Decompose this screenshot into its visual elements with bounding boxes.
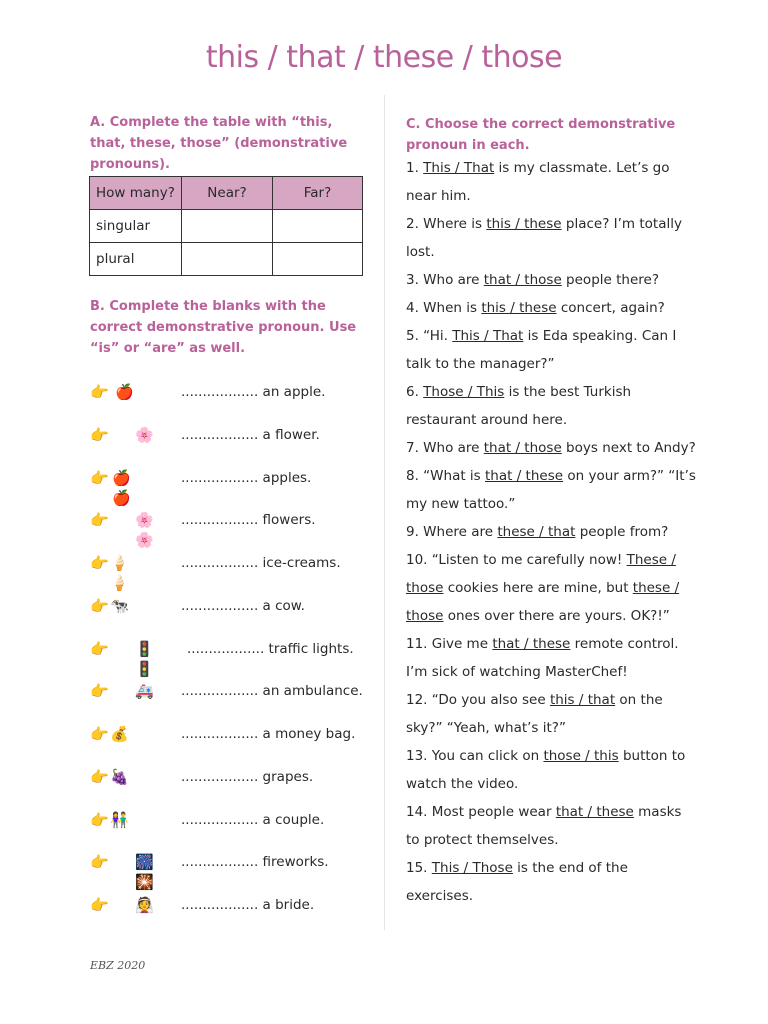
table-answer-cell[interactable] [182, 210, 273, 243]
sentence-text: ones over there are yours. OK?!” [443, 608, 670, 624]
sentence-text: 11. Give me [406, 636, 493, 652]
answer-blank[interactable]: .................. [181, 812, 259, 828]
footer-signature: EBZ 2020 [90, 959, 146, 972]
fill-in-line [181, 470, 311, 486]
table-cell: singular [90, 210, 182, 243]
item-text: grapes. [262, 769, 314, 785]
sentence-item [406, 462, 696, 518]
sentence-item [406, 798, 696, 854]
pronoun-choice[interactable]: this / these [486, 216, 562, 232]
answer-blank[interactable]: .................. [181, 769, 259, 785]
sentence-text: 13. You can click on [406, 748, 544, 764]
sentence-text: is the end of the exercises. [406, 860, 628, 904]
fill-in-line [181, 683, 363, 699]
table-answer-cell[interactable] [273, 243, 363, 276]
sentence-text: people there? [561, 272, 659, 288]
item-picture-icon: 🍦🍦 [110, 554, 129, 592]
answer-blank[interactable]: .................. [181, 598, 259, 614]
sentence-item [406, 546, 696, 630]
pronoun-choice[interactable]: that / those [483, 440, 562, 456]
answer-blank[interactable]: .................. [181, 726, 259, 742]
item-text: a cow. [262, 598, 305, 614]
sentence-text: people from? [575, 524, 669, 540]
fill-in-line [181, 897, 314, 913]
item-picture-icon: 🍎🍎 [112, 469, 131, 507]
fill-in-line [181, 598, 305, 614]
item-picture-icon: 🐄 [110, 597, 129, 615]
sentence-item [406, 378, 696, 434]
table-row [90, 243, 363, 276]
sentence-text: is Eda speaking. Can I talk to the manager?” [406, 328, 677, 372]
sentence-text: 2. Where is [406, 216, 487, 232]
item-text: ice-creams. [262, 555, 341, 571]
sentence-item [406, 630, 696, 686]
pointing-hand-icon: 👉 [90, 811, 109, 829]
table-header-cell: Near? [182, 177, 273, 210]
item-text: a flower. [262, 427, 320, 443]
item-picture-icon: 💰 [110, 725, 129, 743]
pronoun-choice[interactable]: that / these [555, 804, 634, 820]
fill-in-line [181, 555, 341, 571]
sentence-text: 7. Who are [406, 440, 484, 456]
item-picture-icon: 👰 [135, 896, 154, 914]
sentence-text: concert, again? [556, 300, 665, 316]
section-a-heading: A. Complete the table with “this, that, these, those” (demonstrative pronouns). [90, 115, 348, 172]
pronoun-choice[interactable]: This / That [423, 160, 495, 176]
fill-in-line [181, 384, 325, 400]
table-header-row [90, 177, 363, 210]
item-picture-icon: 🚑 [135, 682, 154, 700]
item-picture-icon: 🍇 [110, 768, 129, 786]
item-text: apples. [262, 470, 312, 486]
column-divider [384, 95, 385, 930]
sentence-text: 9. Where are [406, 524, 498, 540]
item-picture-icon: 🎆🎇 [135, 853, 154, 891]
pointing-hand-icon: 👉 [90, 511, 109, 529]
sentence-item [406, 434, 696, 462]
table-row [90, 210, 363, 243]
sentence-text: cookies here are mine, but [443, 580, 633, 596]
pronoun-choice[interactable]: These / those [406, 552, 676, 596]
pronoun-choice[interactable]: this / these [481, 300, 557, 316]
sentence-text: is my classmate. Let’s go near him. [406, 160, 670, 204]
table-header-cell: How many? [90, 177, 182, 210]
sentence-text: 1. [406, 160, 424, 176]
pronoun-choice[interactable]: This / That [452, 328, 524, 344]
pronoun-choice[interactable]: that / these [492, 636, 571, 652]
sentence-item [406, 686, 696, 742]
pronoun-choice[interactable]: those / this [543, 748, 619, 764]
sentence-text: place? I’m totally lost. [406, 216, 682, 260]
sentence-text: boys next to Andy? [561, 440, 696, 456]
item-text: a couple. [262, 812, 325, 828]
pointing-hand-icon: 👉 [90, 426, 109, 444]
sentence-text: 10. “Listen to me carefully now! [406, 552, 627, 568]
sentence-text: 14. Most people wear [406, 804, 556, 820]
fill-in-line [181, 427, 320, 443]
pointing-hand-icon: 👉 [90, 896, 109, 914]
sentence-item [406, 210, 696, 266]
section-c-list [406, 154, 696, 910]
sentence-item [406, 742, 696, 798]
item-picture-icon: 🌸 [135, 426, 154, 444]
fill-in-line [181, 812, 324, 828]
sentence-text: 3. Who are [406, 272, 484, 288]
sentence-text: on your arm?” “It’s my new tattoo.” [406, 468, 696, 512]
section-b-heading: B. Complete the blanks with the correct demonstrative pronoun. Use “is” or “are” as well. [90, 299, 357, 356]
pronoun-choice[interactable]: that / these [485, 468, 564, 484]
pointing-hand-icon: 👉 [90, 554, 109, 572]
sentence-text: 6. [406, 384, 424, 400]
answer-blank[interactable]: .................. [181, 854, 259, 870]
sentence-text: remote control. I’m sick of watching MasterChef! [406, 636, 679, 680]
pointing-hand-icon: 👉 [90, 640, 109, 658]
pointing-hand-icon: 👉 [90, 768, 109, 786]
item-text: flowers. [262, 512, 316, 528]
answer-blank[interactable]: .................. [187, 641, 265, 657]
item-text: a bride. [262, 897, 315, 913]
section-c-heading: C. Choose the correct demonstrative pronoun in each. [406, 117, 676, 153]
fill-in-line [181, 726, 355, 742]
sentence-text: is the best Turkish restaurant around here. [406, 384, 632, 428]
item-text: traffic lights. [268, 641, 354, 657]
item-text: an apple. [262, 384, 326, 400]
answer-blank[interactable]: .................. [181, 470, 259, 486]
fill-in-line [181, 769, 313, 785]
sentence-text: on the sky?” “Yeah, what’s it?” [406, 692, 663, 736]
item-picture-icon: 👫 [110, 811, 129, 829]
fill-in-line [181, 512, 316, 528]
pointing-hand-icon: 👉 [90, 682, 109, 700]
sentence-text: 8. “What is [406, 468, 486, 484]
sentence-text: button to watch the video. [406, 748, 686, 792]
sentence-item [406, 266, 696, 294]
sentence-text: 4. When is [406, 300, 482, 316]
table-header-cell: Far? [273, 177, 363, 210]
item-picture-icon: 🍎 [115, 383, 134, 401]
page-title: this / that / these / those [205, 40, 563, 75]
pronoun-table [89, 176, 363, 276]
sentence-item [406, 294, 696, 322]
pointing-hand-icon: 👉 [90, 597, 109, 615]
answer-blank[interactable]: .................. [181, 427, 259, 443]
pronoun-choice[interactable]: this / that [549, 692, 616, 708]
answer-blank[interactable]: .................. [181, 683, 259, 699]
sentence-text: 15. [406, 860, 432, 876]
pointing-hand-icon: 👉 [90, 469, 109, 487]
sentence-text: 12. “Do you also see [406, 692, 550, 708]
table-answer-cell[interactable] [273, 210, 363, 243]
pointing-hand-icon: 👉 [90, 853, 109, 871]
sentence-text: masks to protect themselves. [406, 804, 682, 848]
item-text: a money bag. [262, 726, 356, 742]
sentence-item [406, 154, 696, 210]
answer-blank[interactable]: .................. [181, 555, 259, 571]
item-text: fireworks. [262, 854, 329, 870]
answer-blank[interactable]: .................. [181, 512, 259, 528]
pronoun-choice[interactable]: these / that [497, 524, 576, 540]
answer-blank[interactable]: .................. [181, 897, 259, 913]
item-picture-icon: 🚦🚦 [135, 640, 154, 678]
pronoun-choice[interactable]: these / those [406, 580, 680, 624]
sentence-item [406, 518, 696, 546]
answer-blank[interactable]: .................. [181, 384, 259, 400]
pronoun-choice[interactable]: This / Those [431, 860, 513, 876]
sentence-item [406, 854, 696, 910]
fill-in-line [187, 641, 354, 657]
pronoun-choice[interactable]: that / those [483, 272, 562, 288]
sentence-item [406, 322, 696, 378]
pointing-hand-icon: 👉 [90, 725, 109, 743]
pointing-hand-icon: 👉 [90, 383, 109, 401]
item-picture-icon: 🌸🌸 [135, 511, 154, 549]
table-cell: plural [90, 243, 182, 276]
item-text: an ambulance. [262, 683, 363, 699]
table-answer-cell[interactable] [182, 243, 273, 276]
fill-in-line [181, 854, 329, 870]
sentence-text: 5. “Hi. [406, 328, 453, 344]
pronoun-choice[interactable]: Those / This [423, 384, 505, 400]
